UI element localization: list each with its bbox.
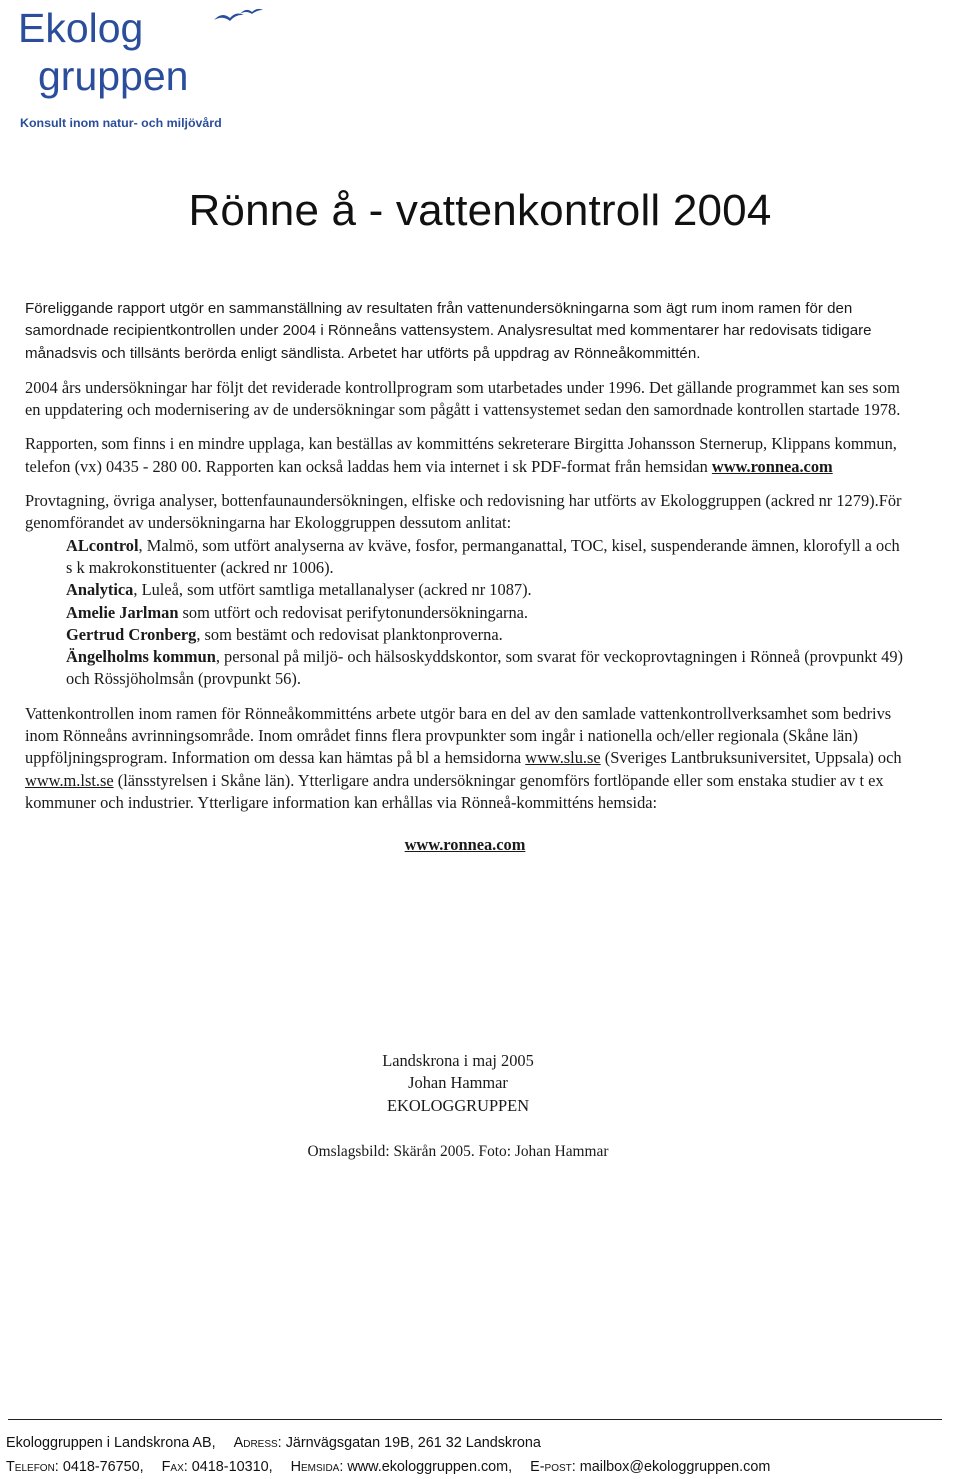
footer-web[interactable]: www.ekologgruppen.com, <box>347 1459 513 1475</box>
footer-fax: 0418-10310, <box>191 1459 273 1475</box>
contractor-item <box>66 602 905 624</box>
bird-icon <box>240 9 263 14</box>
context-paragraph <box>25 703 905 814</box>
context-text: (Sveriges Lantbruksuniversitet, Uppsala) och <box>600 748 902 768</box>
footer-email-label: E-post: <box>530 1459 576 1475</box>
report-paragraph <box>25 433 905 478</box>
report-text: Rapporten, som finns i en mindre upplaga, kan beställas av kommitténs sekreterare Birgitta Johansson Sternerup, Klippans kommun, telefon (vx) 0435 - 280 00. Rapporten kan också laddas hem via internet i sk PDF-format från hemsidan <box>25 434 897 476</box>
company-name: EKOLOGGRUPPEN <box>386 1095 530 1115</box>
contractor-item <box>66 646 905 691</box>
contractor-item <box>66 624 905 646</box>
logo-line2: gruppen <box>38 53 189 99</box>
ronnea-link[interactable]: www.ronnea.com <box>711 456 833 476</box>
page-footer <box>6 1431 956 1479</box>
footer-address-label: Adress: <box>233 1435 282 1451</box>
footer-address: Järnvägsgatan 19B, 261 32 Landskrona <box>285 1435 541 1451</box>
site-link-paragraph <box>25 834 905 856</box>
footer-divider <box>8 1419 942 1420</box>
ronnea-site-link[interactable]: www.ronnea.com <box>404 835 526 855</box>
report-title: Rönne å - vattenkontroll 2004 <box>188 186 772 235</box>
author-name: Johan Hammar <box>408 1073 508 1093</box>
lst-link[interactable]: www.m.lst.se <box>25 770 114 790</box>
logo-tagline: Konsult inom natur- och miljövård <box>20 116 222 130</box>
contractor-item <box>66 579 905 601</box>
context-text: Vattenkontrollen inom ramen för Rönneåkommitténs arbete utgör bara en del av den samlade vattenkontrollverksamhet som bedrivs inom Rönneåns avrinningsområde. Inom området finns flera provpunkter som ingår i nationella och/eller regionala (Skåne län) uppföljningsprogram. Information om dessa kan hämtas på bl a hemsidorna <box>25 703 892 768</box>
footer-fax-label: Fax: <box>161 1459 188 1475</box>
contractor-name: Ängelholms kommun <box>66 647 216 667</box>
contractor-description: , som bestämt och redovisat planktonproverna. <box>196 624 503 644</box>
footer-phone: 0418-76750, <box>62 1459 144 1475</box>
place-date: Landskrona i maj 2005 <box>382 1051 534 1070</box>
company-logo <box>18 4 268 132</box>
contractor-description: , Luleå, som utfört samtliga metallanalyser (ackred nr 1087). <box>133 580 532 600</box>
footer-line-2 <box>6 1455 956 1479</box>
contractor-description: , personal på miljö- och hälsoskyddskontor, som svarat för veckoprovtagningen i Rönneå (provpunkt 49) och Rössjöholmsån (provpunkt 56). <box>66 647 903 689</box>
sampling-paragraph: Provtagning, övriga analyser, bottenfaunaundersökningen, elfiske och redovisning har utförts av Ekologgruppen (ackred nr 1279).För genomförandet av undersökningarna har Ekologgruppen dessutom anlitat: <box>25 491 902 533</box>
bird-icon <box>214 14 244 21</box>
signature-block <box>0 1050 916 1117</box>
intro-paragraph: Föreliggande rapport utgör en sammanställning av resultaten från vattenundersökningarna som ägt rum inom ramen för den samordnade recipientkontrollen under 2004 i Rönneåns vattensystem. Analysresultat med kommentarer har redovisats tidigare månadsvis och tillsänts berörda enligt sändlista. Arbetet har utförts på uppdrag av Rönneåkommittén. <box>25 300 872 362</box>
report-body <box>25 298 905 869</box>
program-paragraph: 2004 års undersökningar har följt det reviderade kontrollprogram som utarbetades under 1996. Det gällande programmet kan ses som en uppdatering och modernisering av de undersökningar som pågått i vattensystemet sedan den samordnade kontrollen startade 1978. <box>25 377 901 420</box>
footer-web-label: Hemsida: <box>290 1459 344 1475</box>
contractor-item <box>66 535 905 580</box>
slu-link[interactable]: www.slu.se <box>525 748 601 768</box>
contractor-name: Analytica <box>66 580 134 600</box>
cover-caption: Omslagsbild: Skärån 2005. Foto: Johan Hammar <box>307 1143 609 1160</box>
contractor-name: Gertrud Cronberg <box>66 624 197 644</box>
logo-line1: Ekolog <box>18 5 144 51</box>
contractor-list <box>25 535 905 691</box>
context-text: (länsstyrelsen i Skåne län). Ytterligare andra undersökningar genomförs fortlöpande eller som enstaka studier av t ex kommuner och industrier. Ytterligare information kan erhållas via Rönneå-kommitténs hemsida: <box>25 770 884 812</box>
footer-line-1 <box>6 1431 956 1455</box>
footer-company: Ekologgruppen i Landskrona AB, <box>6 1435 216 1451</box>
footer-phone-label: Telefon: <box>6 1459 59 1475</box>
contractor-name: Amelie Jarlman <box>66 602 179 622</box>
contractor-name: ALcontrol <box>66 535 139 555</box>
contractor-description: som utfört och redovisat perifytonundersökningarna. <box>178 602 529 622</box>
ekologgruppen-logo-graphic <box>18 4 268 132</box>
footer-email[interactable]: mailbox@ekologgruppen.com <box>579 1459 771 1475</box>
contractor-description: , Malmö, som utfört analyserna av kväve, fosfor, permanganattal, TOC, kisel, suspenderande ämnen, klorofyll a och s k makrokonstituenter (ackred nr 1006). <box>66 535 900 577</box>
